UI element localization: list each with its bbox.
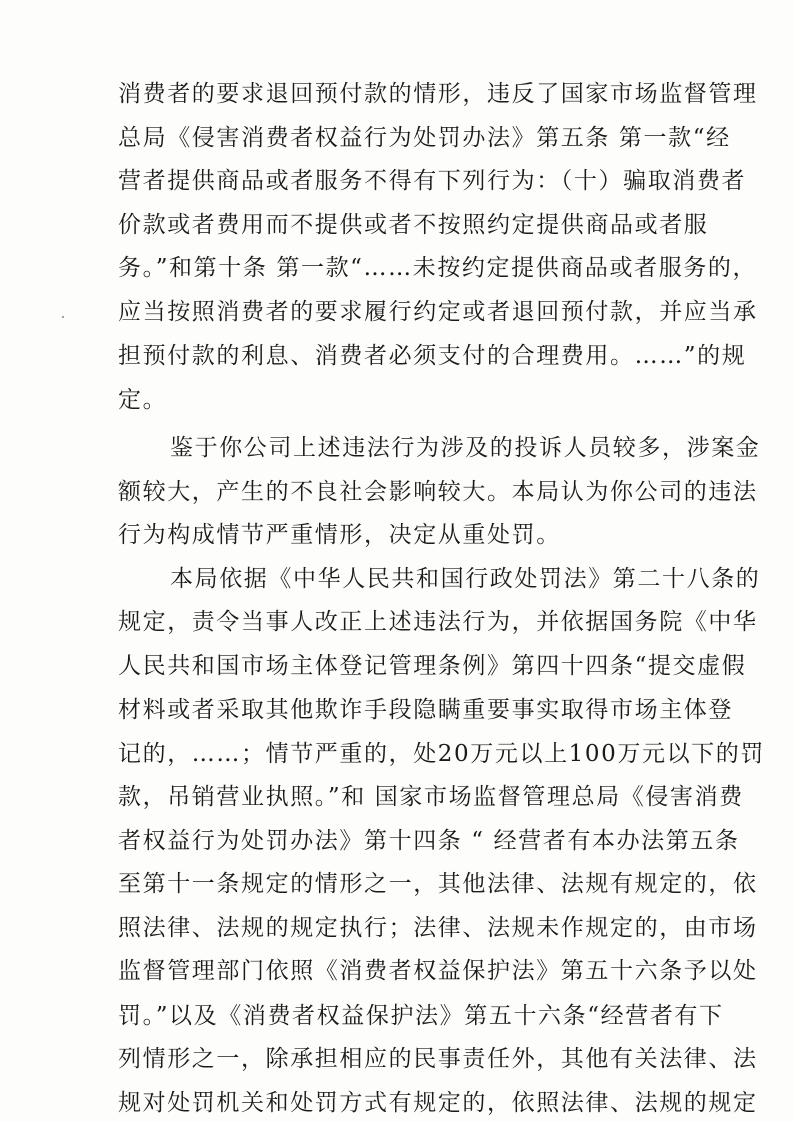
text-line: 罚。”以及《消费者权益保护法》第五十六条“经营者有下: [118, 1003, 724, 1029]
text-line: 担预付款的利息、消费者必须支付的合理费用。……”的规: [118, 343, 747, 369]
text-line: 本局依据《中华人民共和国行政处罚法》第二十八条的: [170, 566, 761, 592]
text-line: 列情形之一，除承担相应的民事责任外，其他有关法律、法: [118, 1046, 758, 1072]
text-line: 务。”和第十条 第一款“……未按约定提供商品或者服务的，: [118, 255, 758, 281]
text-line: 款，吊销营业执照。”和 国家市场监督管理总局《侵害消费: [118, 784, 744, 810]
text-line: 鉴于你公司上述违法行为涉及的投诉人员较多，涉案金: [170, 435, 761, 461]
text-line: 至第十一条规定的情形之一，其他法律、法规有规定的，依: [118, 871, 758, 897]
text-line: 监督管理部门依照《消费者权益保护法》第五十六条予以处: [118, 958, 758, 984]
text-line: 总局《侵害消费者权益行为处罚办法》第五条 第一款“经: [118, 125, 731, 151]
text-line: 定。: [118, 387, 168, 413]
text-line: 规定，责令当事人改正上述违法行为，并依据国务院《中华: [118, 609, 758, 635]
text-line: 营者提供商品或者服务不得有下列行为：（十）骗取消费者: [118, 168, 747, 194]
text-line: 材料或者采取其他欺诈手段隐瞒重要事实取得市场主体登: [118, 697, 733, 723]
text-line: 行为构成情节严重情形，决定从重处罚。: [118, 522, 561, 548]
text-line: 照法律、法规的规定执行；法律、法规未作规定的，由市场: [118, 915, 758, 941]
text-line: 规对处罚机关和处罚方式有规定的，依照法律、法规的规定: [118, 1090, 758, 1116]
text-line: 消费者的要求退回预付款的情形，违反了国家市场监督管理: [118, 81, 758, 107]
text-line: 者权益行为处罚办法》第十四条 “ 经营者有本办法第五条: [118, 828, 740, 854]
text-line: 人民共和国市场主体登记管理条例》第四十四条“提交虚假: [118, 653, 747, 679]
text-line: 应当按照消费者的要求履行约定或者退回预付款，并应当承: [118, 299, 758, 325]
scan-speck: [62, 316, 64, 318]
text-line: 记的，……；情节严重的，处20万元以上100万元以下的罚: [118, 741, 765, 767]
text-line: 价款或者费用而不提供或者不按照约定提供商品或者服: [118, 212, 709, 238]
text-line: 额较大，产生的不良社会影响较大。本局认为你公司的违法: [118, 479, 758, 505]
